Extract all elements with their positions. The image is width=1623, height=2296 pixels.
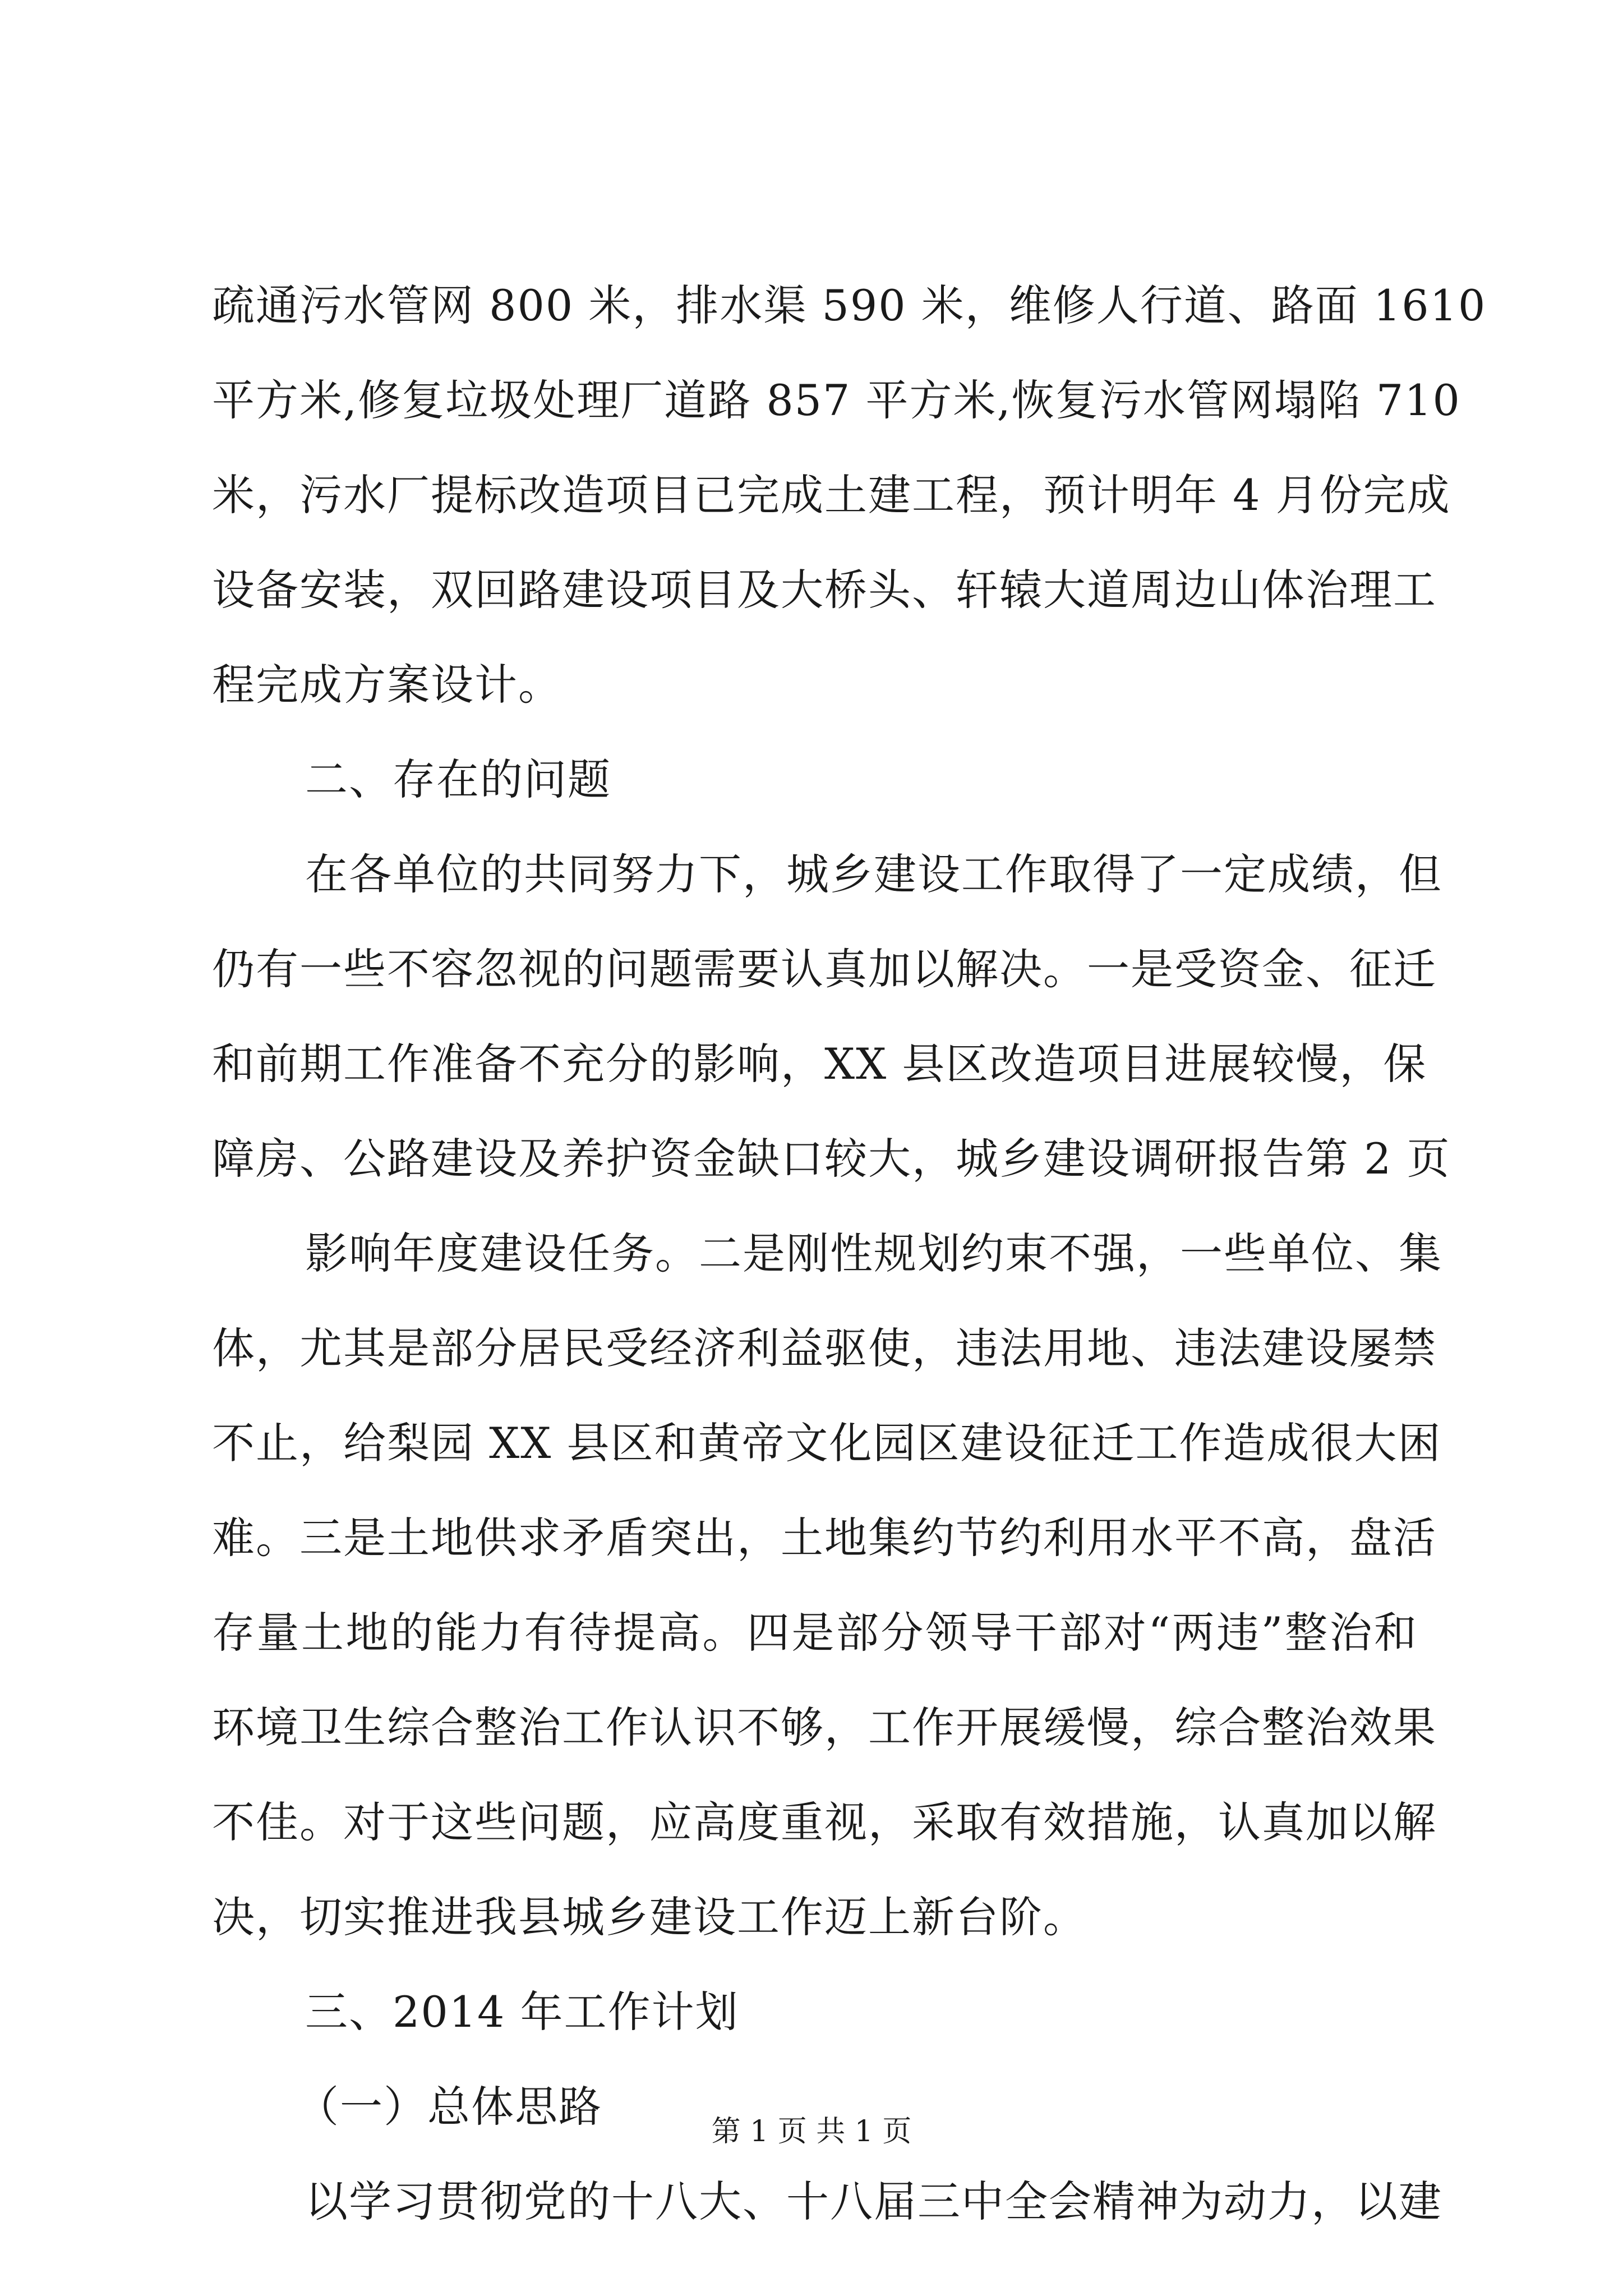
body-line-15: 存量土地的能力有待提高。四是部分领导干部对“两违”整治和	[212, 1608, 1418, 1658]
body-line-17: 不佳。对于这些问题，应高度重视，采取有效措施，认真加以解	[212, 1797, 1437, 1847]
body-line-12: 体，尤其是部分居民受经济利益驱使，违法用地、违法建设屡禁	[212, 1323, 1437, 1373]
subsection-heading-overall: （一）总体思路	[296, 2082, 602, 2132]
body-line-7: 在各单位的共同努力下，城乡建设工作取得了一定成绩，但	[305, 849, 1442, 899]
body-line-14: 难。三是土地供求矛盾突出，土地集约节约利用水平不高，盘活	[212, 1513, 1437, 1563]
body-line-2: 平方米,修复垃圾处理厂道路 857 平方米,恢复污水管网塌陷 710	[212, 375, 1461, 425]
section-heading-plan: 三、2014 年工作计划	[305, 1987, 739, 2037]
body-line-16: 环境卫生综合整治工作认识不够，工作开展缓慢，综合整治效果	[212, 1703, 1437, 1752]
body-line-5: 程完成方案设计。	[212, 660, 562, 710]
body-line-18: 决，切实推进我县城乡建设工作迈上新台阶。	[212, 1892, 1087, 1942]
body-line-4: 设备安装，双回路建设项目及大桥头、轩辕大道周边山体治理工	[212, 565, 1437, 615]
body-line-8: 仍有一些不容忽视的问题需要认真加以解决。一是受资金、征迁	[212, 944, 1437, 994]
page-footer: 第 1 页 共 1 页	[711, 2115, 912, 2148]
section-heading-problems: 二、存在的问题	[305, 754, 611, 804]
body-line-13: 不止，给梨园 XX 县区和黄帝文化园区建设征迁工作造成很大困	[212, 1418, 1442, 1468]
body-line-3: 米，污水厂提标改造项目已完成土建工程，预计明年 4 月份完成	[212, 470, 1451, 520]
body-line-11: 影响年度建设任务。二是刚性规划约束不强，一些单位、集	[305, 1228, 1442, 1278]
body-line-1: 疏通污水管网 800 米，排水渠 590 米，维修人行道、路面 1610	[212, 280, 1487, 330]
body-line-21: 以学习贯彻党的十八大、十八届三中全会精神为动力，以建	[305, 2177, 1442, 2226]
body-line-9: 和前期工作准备不充分的影响，XX 县区改造项目进展较慢，保	[212, 1039, 1427, 1089]
document-body	[212, 258, 1487, 2249]
body-line-10: 障房、公路建设及养护资金缺口较大，城乡建设调研报告第 2 页	[212, 1134, 1451, 1184]
